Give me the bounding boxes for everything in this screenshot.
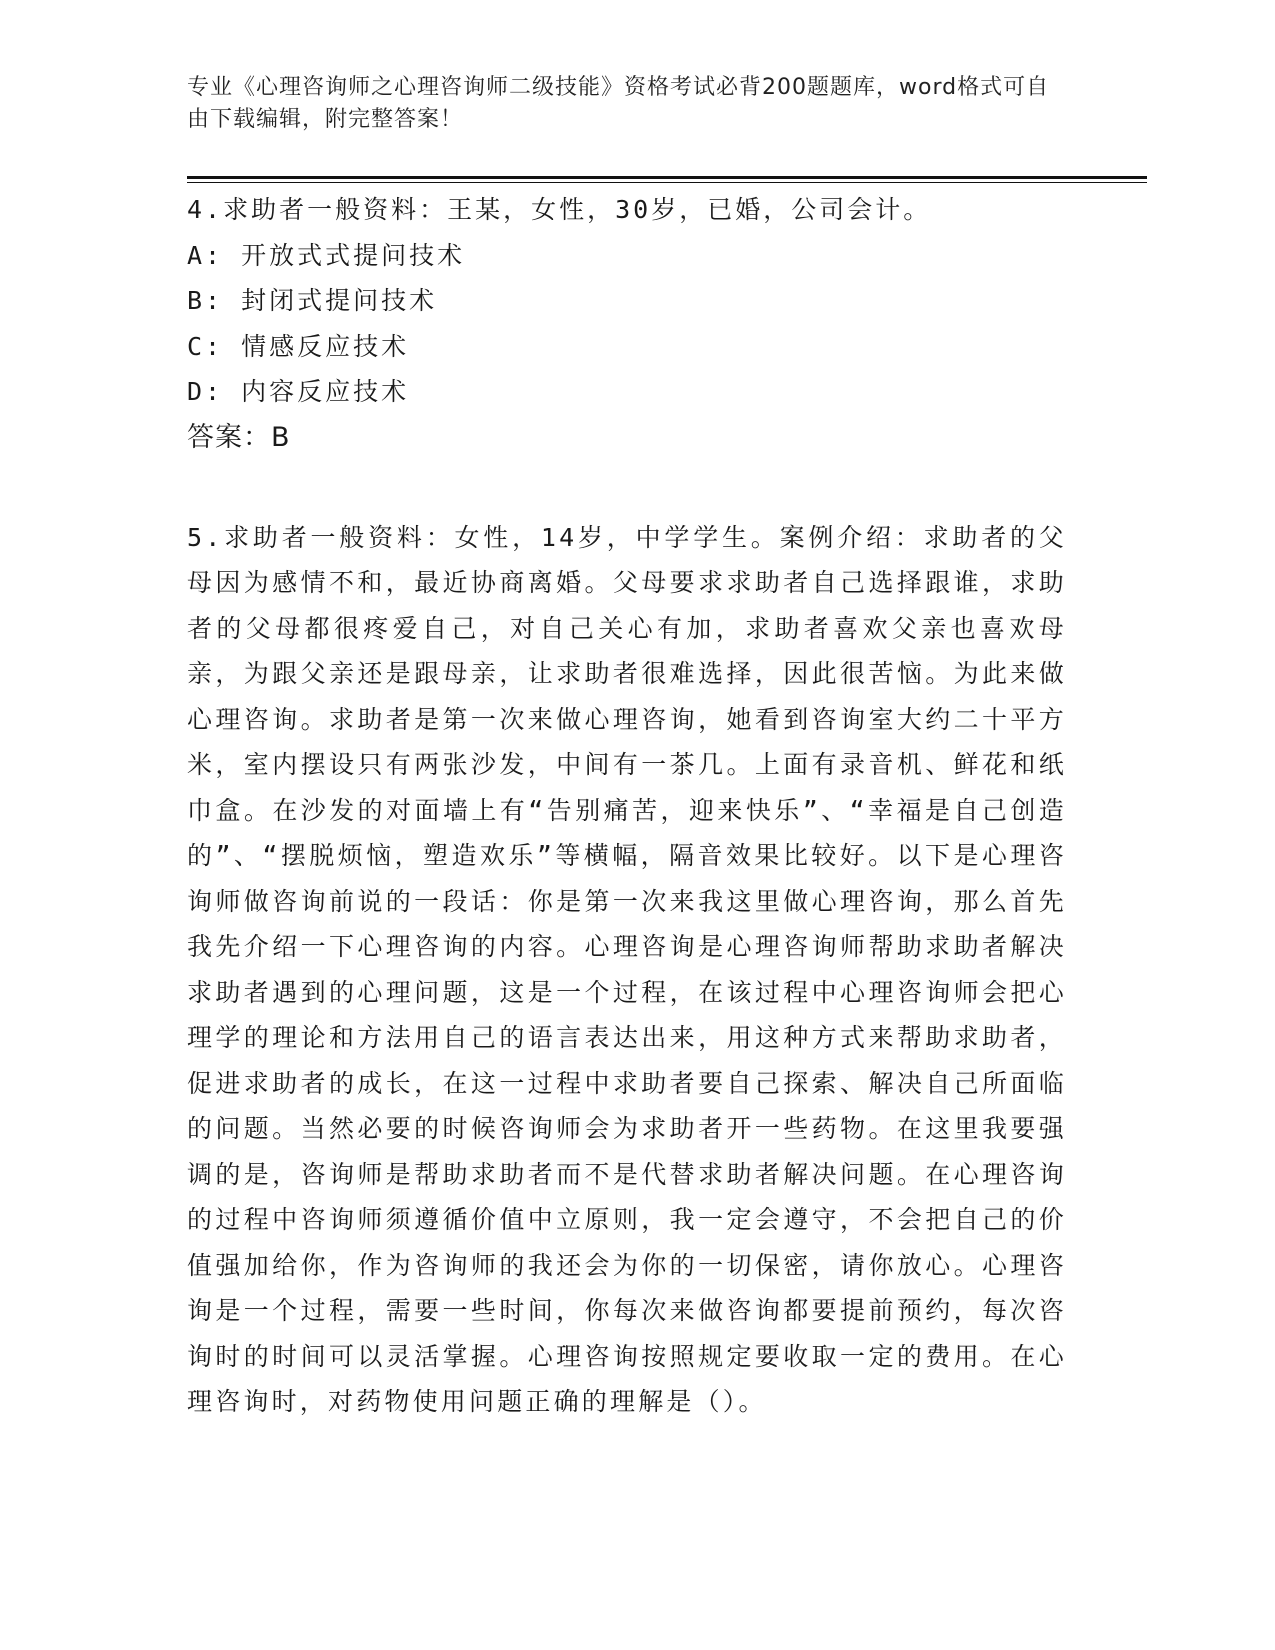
question-4-answer: 答案：B — [187, 421, 291, 453]
header-divider-thick — [187, 176, 1147, 179]
question-4-stem: 4.求助者一般资料：王某，女性，30岁，已婚，公司会计。 — [187, 195, 932, 224]
question-content — [187, 187, 1067, 1425]
option-b: B: 封闭式提问技术 — [187, 286, 438, 315]
option-a: A: 开放式式提问技术 — [187, 240, 466, 270]
option-d: D: 内容反应技术 — [187, 377, 410, 406]
header-divider-thin — [187, 182, 1147, 183]
page-header: 专业《心理咨询师之心理咨询师二级技能》资格考试必背200题题库，word格式可自由下载编辑，附完整答案！ — [187, 75, 1050, 132]
option-c: C: 情感反应技术 — [187, 331, 410, 361]
question-5-stem: 5.求助者一般资料：女性，14岁，中学学生。案例介绍：求助者的父母因为感情不和，最近协商离婚。父母要求求助者自己选择跟谁，求助者的父母都很疼爱自己，对自己关心有加，求助者喜欢父亲也喜欢母亲，为跟父亲还是跟母亲，让求助者很难选择，因此很苦恼。为此来做心理咨询。求助者是第一次来做心理咨询，她看到咨询室大约二十平方米，室内摆设只有两张沙发，中间有一茶几。上面有录音机、鲜花和纸巾盒。在沙发的对面墙上有“告别痛苦，迎来快乐”、“幸福是自己创造的”、“摆脱烦恼，塑造欢乐”等横幅，隔音效果比较好。以下是心理咨询师做咨询前说的一段话：你是第一次来我这里做心理咨询，那么首先我先介绍一下心理咨询的内容。心理咨询是心理咨询师帮助求助者解决求助者遇到的心理问题，这是一个过程，在该过程中心理咨询师会把心理学的理论和方法用自己的语言表达出来，用这种方式来帮助求助者，促进求助者的成长，在这一过程中求助者要自己探索、解决自己所面临的问题。当然必要的时候咨询师会为求助者开一些药物。在这里我要强调的是，咨询师是帮助求助者而不是代替求助者解决问题。在心理咨询的过程中咨询师须遵循价值中立原则，我一定会遵守，不会把自己的价值强加给你，作为咨询师的我还会为你的一切保密，请你放心。心理咨询是一个过程，需要一些时间，你每次来做咨询都要提前预约，每次咨询时的时间可以灵活掌握。心理咨询按照规定要收取一定的费用。在心理咨询时，对药物使用问题正确的理解是（）。 — [187, 522, 1067, 1416]
